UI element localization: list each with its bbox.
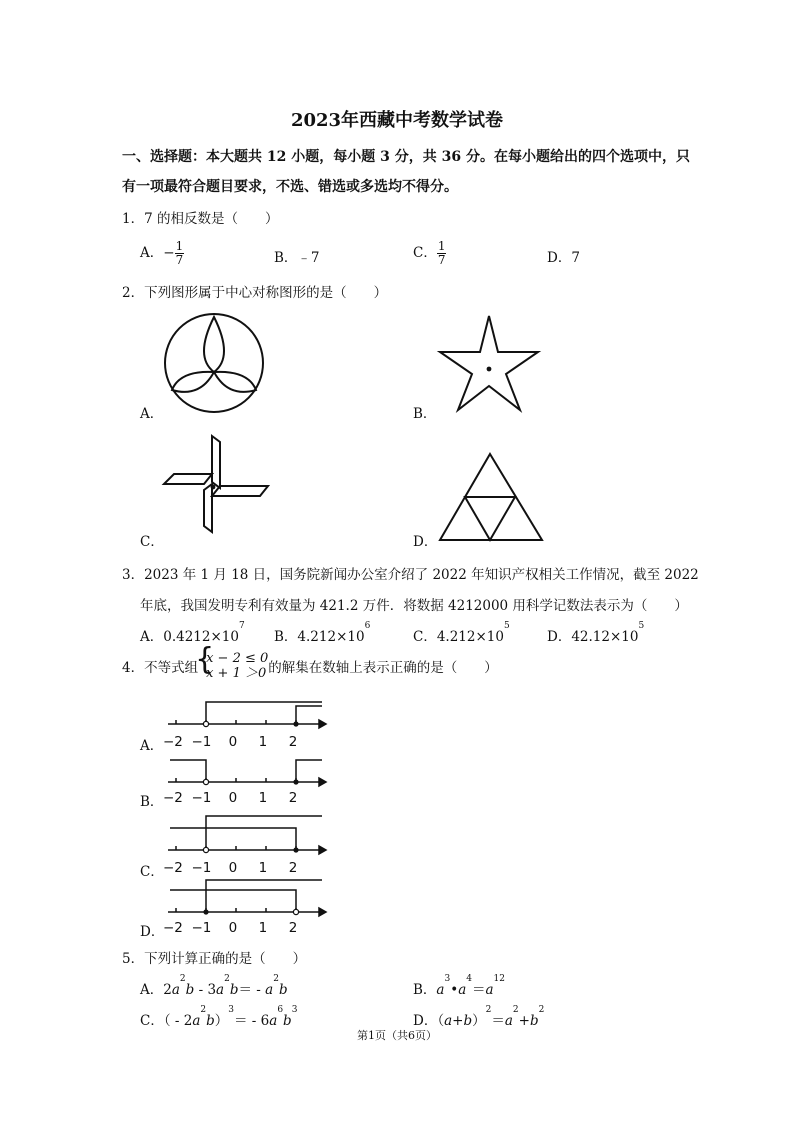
tick-labels-c: −2 −1 0 1 2 — [163, 860, 298, 876]
inequality-system: { x − 2 ≤ 0 x + 1 ＞0 — [198, 651, 268, 681]
triforce-triangle-figure — [438, 452, 548, 544]
question-4-stem: 4．不等式组 { x − 2 ≤ 0 x + 1 ＞0 的解集在数轴上表示正确的是（ ） — [122, 651, 498, 681]
page-footer: 第1页（共6页） — [357, 1029, 437, 1042]
question-5-option-d: D．$(a+b)^2=a^2+b^2$ — [413, 1005, 545, 1029]
question-5-option-a: A．$2a^2b - 3a^2b= - a^2b$ — [140, 974, 288, 998]
question-4-option-d: D． — [140, 924, 165, 940]
question-4-option-a: A． — [140, 738, 164, 754]
question-3-option-c: C．$4.212\times 10^5$ — [413, 621, 510, 645]
question-1-option-b: B．﹣7 — [274, 250, 320, 266]
question-2-option-a: A． — [140, 406, 164, 422]
question-3-option-d: D．$42.12\times 10^5$ — [547, 621, 645, 645]
section-instructions-line2: 有一项最符合题目要求，不选、错选或多选均不得分。 — [122, 179, 458, 195]
question-3-line1: 3．2023 年 1 月 18 日，国务院新闻办公室介绍了 2022 年知识产权相关工作情况，截至 2022 — [122, 567, 699, 583]
question-1-option-d: D．7 — [547, 250, 580, 266]
pinwheel-figure — [160, 434, 272, 534]
question-3-line2: 年底，我国发明专利有效量为 421.2 万件．将数据 4212000 用科学记数法表示为（ ） — [140, 598, 688, 614]
question-1-option-c: C． $\frac{1}{7}$ — [413, 239, 446, 267]
page-title: 2023年西藏中考数学试卷 — [290, 110, 504, 131]
question-2-option-c: C． — [140, 534, 164, 550]
tick-labels-d: −2 −1 0 1 2 — [163, 920, 298, 936]
tick-labels-a: −2 −1 0 1 2 — [163, 734, 298, 750]
question-4-option-c: C． — [140, 864, 164, 880]
tick-labels-b: −2 −1 0 1 2 — [163, 790, 298, 806]
question-2-stem: 2．下列图形属于中心对称图形的是（ ） — [122, 285, 388, 301]
question-4-option-b: B． — [140, 794, 164, 810]
question-2-option-b: B． — [413, 406, 437, 422]
question-3-option-b: B．$4.212\times 10^6$ — [274, 621, 371, 645]
section-instructions-line1: 一、选择题：本大题共 12 小题，每小题 3 分，共 36 分。在每小题给出的四个选项中，只 — [122, 149, 690, 165]
question-1-stem: 1．7 的相反数是（ ） — [122, 211, 279, 227]
question-5-option-c: C．（ - $2a^2b)^3= - 6a^6b^3$ — [140, 1005, 298, 1029]
three-petal-circle-figure — [160, 312, 270, 414]
question-2-option-d: D． — [413, 534, 438, 550]
question-3-option-a: A．$0.4212\times 10^7$ — [140, 621, 245, 645]
question-1-option-a: A．− $\frac{1}{7}$ — [140, 239, 184, 267]
question-5-option-b: B．$a^3•a^4=a^{12}$ — [413, 974, 505, 998]
question-5-stem: 5．下列计算正确的是（ ） — [122, 951, 307, 967]
pentagram-outline-figure — [434, 314, 544, 414]
